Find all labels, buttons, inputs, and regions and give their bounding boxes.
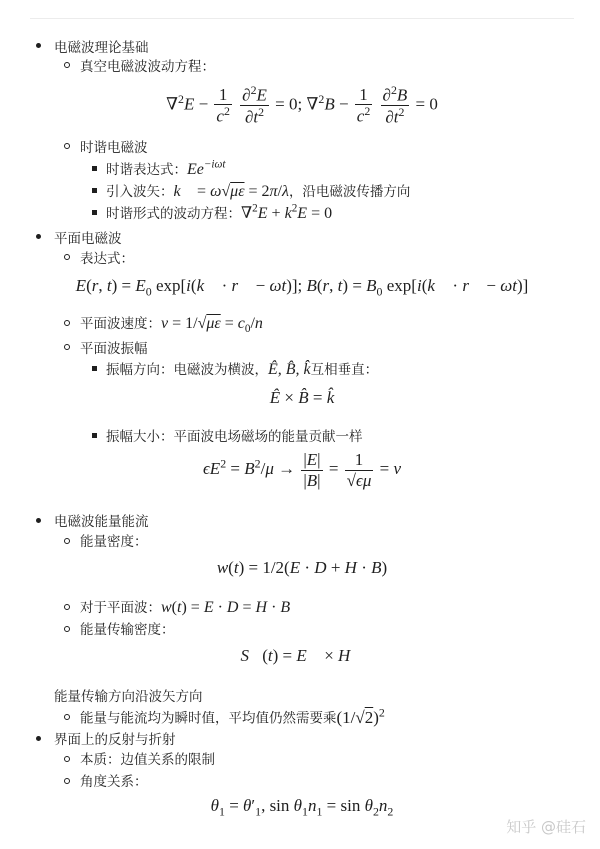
bullet-circle (64, 604, 70, 610)
amp-dir-label: 振幅方向：电磁波为横波， (106, 362, 268, 378)
instant-label: 能量与能流均为瞬时值，平均值仍然需要乘 (80, 710, 337, 727)
angle-relation-label: 角度关系： (80, 774, 148, 790)
bullet-circle (64, 538, 70, 544)
section-title-reflection-refraction: 界面上的反射与折射 (54, 732, 176, 748)
amplitude-ratio-equation: $\epsilon E^2 = B^2/\mu$ → $\frac{|E|}{|B|}$ = $\frac{1}{√\epsilon\mu}$ = v (202, 450, 402, 490)
bullet-circle (64, 626, 70, 632)
amplitude-size-label: 振幅大小：平面波电场磁场的能量贡献一样 (106, 429, 363, 445)
essence-label: 本质：边值关系的限制 (80, 752, 215, 768)
energy-density-label: 能量密度： (80, 534, 148, 550)
wavevector-definition: 引入波矢：k⃗ = ω√με = 2π/λ，沿电磁波传播方向 (106, 183, 411, 200)
bullet-square (92, 210, 97, 215)
wavevector-label: 引入波矢： (106, 184, 174, 200)
bullet-circle (64, 714, 70, 720)
plane-energy-label: 对于平面波： (80, 600, 161, 616)
vacuum-wave-equation: ∇$^2$E − $\frac{1}{c^2}$ $\frac{\partial^2E}{\partial t^2}$ = 0; ∇$^2$B − $\frac{1}{c^2}$ $\frac{\partial^2B}{\partial t^2}$ = 0 (166, 83, 438, 127)
bullet-circle (64, 756, 70, 762)
energy-direction-note: 能量传输方向沿波矢方向 (54, 689, 203, 705)
energy-flux-label: 能量传输密度： (80, 622, 175, 638)
harmonic-wave-title: 时谐电磁波 (80, 140, 148, 156)
amplitude-title: 平面波振幅 (80, 341, 148, 357)
bullet-dot (36, 234, 41, 239)
section-title-wave-theory: 电磁波理论基础 (54, 40, 149, 56)
bullet-circle (64, 778, 70, 784)
bullet-dot (36, 736, 41, 741)
bullet-circle (64, 344, 70, 350)
bullet-dot (36, 518, 41, 523)
harmonic-wave-label: 时谐形式的波动方程： (106, 206, 241, 222)
poynting-vector-equation: S⃗(t) = E⃗ × H⃗ (240, 646, 364, 665)
bullet-circle (64, 254, 70, 260)
cross-product-equation: Ê × B̂ = k̂ (269, 388, 335, 407)
amp-dir-tail: 互相垂直： (310, 362, 379, 378)
bullet-square (92, 366, 97, 371)
bullet-circle (64, 143, 70, 149)
bullet-square (92, 433, 97, 438)
vacuum-equation-label: 真空电磁波波动方程： (80, 59, 215, 75)
plane-wave-energy: 对于平面波：w(t) = E · D = H · B (80, 599, 291, 616)
watermark: 知乎 @硅石 (506, 818, 586, 836)
bullet-circle (64, 320, 70, 326)
section-title-plane-wave: 平面电磁波 (54, 231, 122, 247)
bullet-circle (64, 62, 70, 68)
plane-wave-expression: E(r, $t) = E_0$ exp[i(k⃗ · r⃗ − ωt)]; B(r, $t) = B_0$ exp[i(k⃗ · r⃗ − ωt)] (75, 276, 529, 299)
snell-law-equation: $\theta_1 = \theta'_1$, $\sin \theta_1n_1 = \sin \theta_2n_2$ (210, 796, 394, 819)
wavevector-tail: ，沿电磁波传播方向 (288, 184, 411, 200)
top-divider (30, 18, 574, 19)
bullet-square (92, 188, 97, 193)
amplitude-direction: 振幅方向：电磁波为横波，Ê, B̂, k̂互相垂直： (106, 361, 379, 378)
instantaneous-average-note: 能量与能流均为瞬时值，平均值仍然需要乘$(1/√2)^2$ (80, 705, 385, 727)
expression-label: 表达式： (80, 251, 134, 267)
plane-wave-speed: 平面波速度：$v = 1/√\mu\varepsilon = c_0/n$ (80, 315, 263, 336)
energy-density-equation: w(t) = 1/2(E · D + H · B) (216, 558, 388, 577)
section-title-energy-flow: 电磁波能量能流 (54, 514, 149, 530)
harmonic-wave-equation: 时谐形式的波动方程：$\nabla^2E + k^2E = 0$ (106, 202, 333, 222)
bullet-dot (36, 43, 41, 48)
harmonic-expr-label: 时谐表达式： (106, 162, 187, 178)
speed-label: 平面波速度： (80, 316, 161, 332)
harmonic-expression: 时谐表达式：$Ee^{-i\omega t}$ (106, 158, 226, 178)
bullet-square (92, 166, 97, 171)
